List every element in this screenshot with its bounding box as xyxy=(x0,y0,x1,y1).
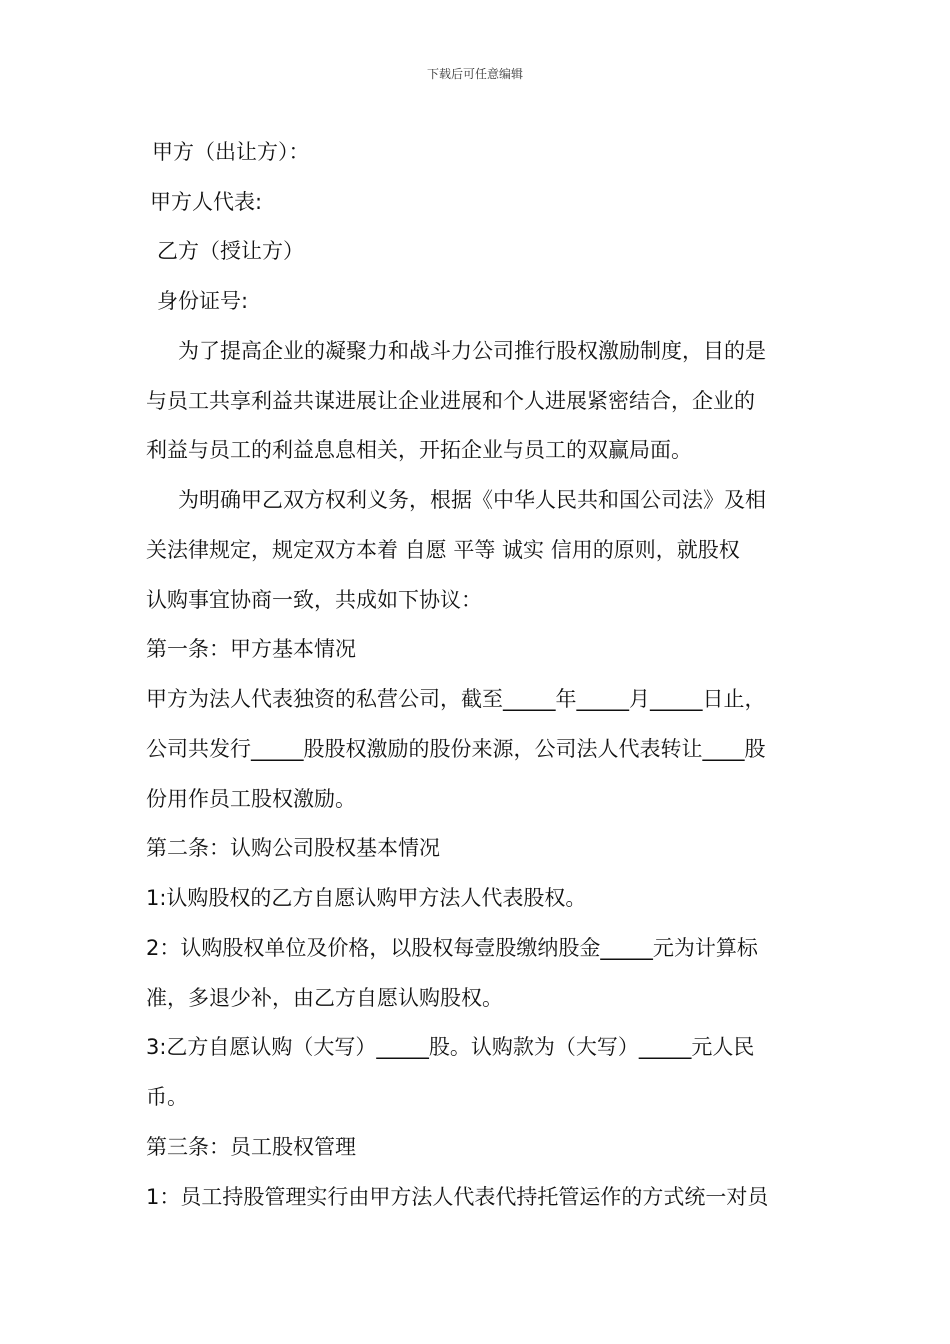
clause-line: 1:认购股权的乙方自愿认购甲方法人代表股权。 xyxy=(146,886,587,910)
paragraph-line: 与员工共享利益共谋进展让企业进展和个人进展紧密结合，企业的 xyxy=(146,389,755,413)
paragraph-line: 为明确甲乙双方权利义务，根据《中华人民共和国公司法》及相 xyxy=(178,488,766,512)
id-number-label: 身份证号: xyxy=(157,289,249,313)
clause-line: 准，多退少补，由乙方自愿认购股权。 xyxy=(146,986,503,1010)
clause-line: 币。 xyxy=(146,1085,188,1109)
article-heading: 第三条：员工股权管理 xyxy=(146,1135,356,1159)
party-a-label: 甲方（出让方）： xyxy=(152,140,310,164)
article-heading: 第一条：甲方基本情况 xyxy=(146,637,356,661)
page-header: 下载后可任意编辑 xyxy=(426,67,523,81)
paragraph-line: 利益与员工的利益息息相关，开拓企业与员工的双赢局面。 xyxy=(146,438,692,462)
party-a-representative-label: 甲方人代表: xyxy=(150,190,263,214)
party-b-label: 乙方（授让方） xyxy=(157,239,304,263)
clause-line: 3:乙方自愿认购（大写）_____股。认购款为（大写）_____元人民 xyxy=(146,1035,755,1059)
paragraph-line: 为了提高企业的凝聚力和战斗力公司推行股权激励制度，目的是 xyxy=(178,339,766,363)
paragraph-line: 份用作员工股权激励。 xyxy=(146,787,356,811)
paragraph-line: 公司共发行_____股股权激励的股份来源，公司法人代表转让____股 xyxy=(146,737,766,761)
clause-line: 1：员工持股管理实行由甲方法人代表代持托管运作的方式统一对员 xyxy=(146,1185,769,1209)
paragraph-line: 甲方为法人代表独资的私营公司，截至_____年_____月_____日止， xyxy=(146,687,766,711)
article-heading: 第二条：认购公司股权基本情况 xyxy=(146,836,440,860)
paragraph-line: 认购事宜协商一致，共成如下协议： xyxy=(146,588,482,612)
paragraph-line: 关法律规定，规定双方本着 自愿 平等 诚实 信用的原则，就股权 xyxy=(146,538,740,562)
clause-line: 2：认购股权单位及价格，以股权每壹股缴纳股金_____元为计算标 xyxy=(146,936,758,960)
